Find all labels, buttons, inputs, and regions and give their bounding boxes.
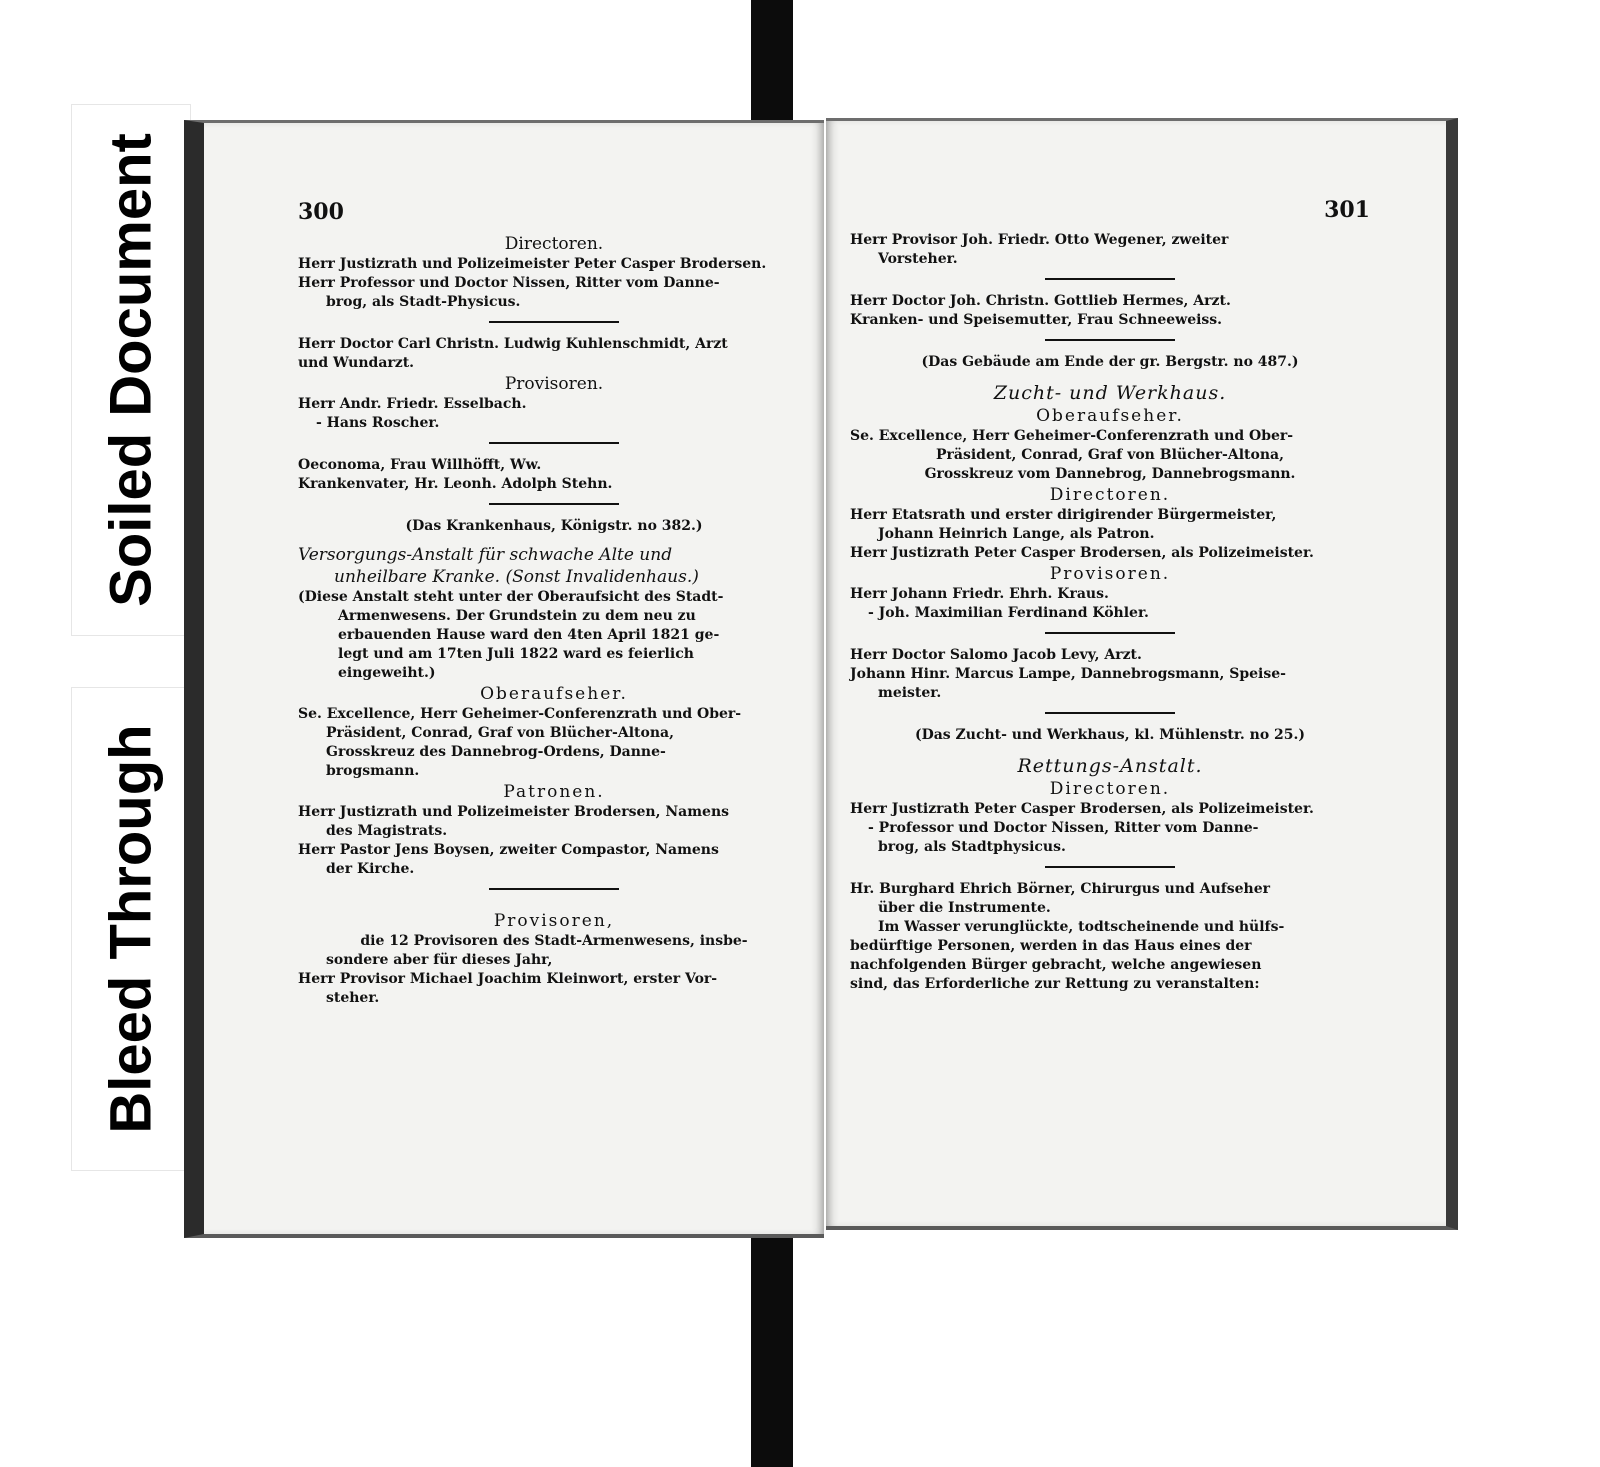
binding-strip-top (751, 0, 793, 128)
oberaufseher-line: Grosskreuz des Dannebrog-Ordens, Danne- (326, 744, 666, 760)
right-page-content (850, 197, 1370, 994)
final-paragraph-line: Im Wasser verunglückte, todtscheinende und hülfs- (878, 919, 1285, 935)
divider (1045, 632, 1175, 634)
werkhaus-address: (Das Zucht- und Werkhaus, kl. Mühlenstr. no 25.) (914, 727, 1306, 743)
left-page (184, 120, 824, 1238)
soiled-document-text: Soiled Document (98, 133, 164, 607)
divider (489, 503, 619, 505)
rettung-directoren-line: Herr Justizrath Peter Casper Brodersen, als Polizeimeister. (850, 801, 1314, 817)
provisoren-heading: Provisoren. (1049, 564, 1171, 584)
divider (1045, 278, 1175, 280)
arzt-line: und Wundarzt. (298, 355, 415, 371)
gebaeude-address: (Das Gebäude am Ende der gr. Bergstr. no 487.) (921, 354, 1299, 370)
page-number-left: 300 (298, 199, 344, 225)
divider (489, 321, 619, 323)
note-line: legt und am 17ten Juli 1822 ward es feierlich (338, 646, 694, 662)
oberaufseher-line: brogsmann. (326, 763, 420, 779)
final-paragraph-line: nachfolgenden Bürger gebracht, welche angewiesen (850, 957, 1262, 973)
boerner-line: über die Instrumente. (878, 900, 1051, 916)
note-line: Armenwesens. Der Grundstein zu dem neu zu (338, 608, 696, 624)
versorgung-title-line: unheilbare Kranke. (Sonst Invalidenhaus.) (334, 567, 699, 587)
oberaufseher-line: Se. Excellence, Herr Geheimer-Conferenzrath und Ober- (298, 706, 742, 722)
divider (1045, 339, 1175, 341)
patronen-line: Herr Pastor Jens Boysen, zweiter Compastor, Namens (298, 842, 719, 858)
boerner-line: Hr. Burghard Ehrich Börner, Chirurgus und Aufseher (850, 881, 1271, 897)
final-paragraph-line: sind, das Erforderliche zur Rettung zu veranstalten: (850, 976, 1260, 992)
rettung-directoren-heading: Directoren. (1049, 779, 1171, 799)
provisoren-line: - Hans Roscher. (316, 415, 440, 431)
patronen-line: Herr Justizrath und Polizeimeister Brodersen, Namens (298, 804, 729, 820)
provisoren2-line: Herr Provisor Michael Joachim Kleinwort, erster Vor- (298, 971, 718, 987)
levy-line: Johann Hinr. Marcus Lampe, Dannebrogsmann, Speise- (850, 666, 1286, 682)
note-line: erbauenden Hause ward den 4ten April 1821 ge- (338, 627, 720, 643)
hermes-line: Kranken- und Speisemutter, Frau Schneeweiss. (850, 312, 1223, 328)
rettung-title: Rettungs-Anstalt. (1017, 755, 1203, 777)
left-page-content (298, 199, 810, 1008)
binding-strip-bottom (751, 1225, 793, 1467)
directoren-line: Herr Justizrath und Polizeimeister Peter Casper Brodersen. (298, 256, 767, 272)
oberaufseher-heading: Oberaufseher. (480, 684, 628, 704)
provisoren2-line: sondere aber für dieses Jahr, (326, 952, 553, 968)
divider (489, 442, 619, 444)
arzt-line: Herr Doctor Carl Christn. Ludwig Kuhlenschmidt, Arzt (298, 336, 728, 352)
directoren-heading: Directoren. (1049, 485, 1171, 505)
bleed-through-label (72, 688, 190, 1170)
directoren-line: Johann Heinrich Lange, als Patron. (878, 526, 1155, 542)
note-line: eingeweiht.) (338, 665, 436, 681)
versorgung-title (298, 544, 810, 588)
note-line: (Diese Anstalt steht unter der Oberaufsicht des Stadt- (298, 589, 724, 605)
right-page (826, 118, 1458, 1230)
provisoren-line: Herr Johann Friedr. Ehrh. Kraus. (850, 586, 1109, 602)
directoren-line: Herr Professor und Doctor Nissen, Ritter vom Danne- (298, 275, 720, 291)
staff-line: Krankenvater, Hr. Leonh. Adolph Stehn. (298, 476, 613, 492)
bleed-through-text: Bleed Through (98, 724, 164, 1134)
directoren-line: brog, als Stadt-Physicus. (326, 294, 521, 310)
page-number-right: 301 (1324, 197, 1370, 223)
soiled-document-label (72, 105, 190, 635)
versorgung-note (298, 588, 810, 683)
directoren-line: Herr Etatsrath und erster dirigirender Bürgermeister, (850, 507, 1277, 523)
hermes-line: Herr Doctor Joh. Christn. Gottlieb Hermes, Arzt. (850, 293, 1231, 309)
divider (1045, 712, 1175, 714)
wegener-line: Vorsteher. (878, 251, 958, 267)
oberaufseher-line: Grosskreuz vom Dannebrog, Dannebrogsmann. (924, 466, 1296, 482)
patronen-heading: Patronen. (503, 782, 605, 802)
oberaufseher-line: Se. Excellence, Herr Geheimer-Conferenzrath und Ober- (850, 428, 1294, 444)
versorgung-title-line: Versorgungs-Anstalt für schwache Alte und (298, 545, 673, 565)
spacer (298, 902, 810, 910)
provisoren-heading: Provisoren. (504, 374, 604, 394)
oberaufseher-heading: Oberaufseher. (1036, 406, 1184, 426)
krankenhaus-address: (Das Krankenhaus, Königstr. no 382.) (405, 518, 703, 534)
zucht-title: Zucht- und Werkhaus. (993, 382, 1227, 404)
divider (1045, 866, 1175, 868)
oberaufseher-line: Präsident, Conrad, Graf von Blücher-Altona, (326, 725, 674, 741)
levy-line: Herr Doctor Salomo Jacob Levy, Arzt. (850, 647, 1142, 663)
wegener-line: Herr Provisor Joh. Friedr. Otto Wegener, zweiter (850, 232, 1229, 248)
directoren-line: Herr Justizrath Peter Casper Brodersen, als Polizeimeister. (850, 545, 1314, 561)
patronen-line: des Magistrats. (326, 823, 448, 839)
provisoren-line: Herr Andr. Friedr. Esselbach. (298, 396, 527, 412)
rettung-directoren-line: brog, als Stadtphysicus. (878, 839, 1066, 855)
directoren-heading: Directoren. (504, 234, 604, 254)
levy-line: meister. (878, 685, 942, 701)
provisoren2-line: steher. (326, 990, 380, 1006)
divider (489, 888, 619, 890)
provisoren2-line: die 12 Provisoren des Stadt-Armenwesens, insbe- (360, 933, 748, 949)
staff-line: Oeconoma, Frau Willhöfft, Ww. (298, 457, 542, 473)
rettung-directoren-line: - Professor und Doctor Nissen, Ritter vom Danne- (868, 820, 1259, 836)
final-paragraph-line: bedürftige Personen, werden in das Haus eines der (850, 938, 1252, 954)
provisoren-line: - Joh. Maximilian Ferdinand Köhler. (868, 605, 1149, 621)
patronen-line: der Kirche. (326, 861, 415, 877)
oberaufseher-line: Präsident, Conrad, Graf von Blücher-Altona, (936, 447, 1284, 463)
provisoren2-heading: Provisoren, (493, 911, 615, 931)
